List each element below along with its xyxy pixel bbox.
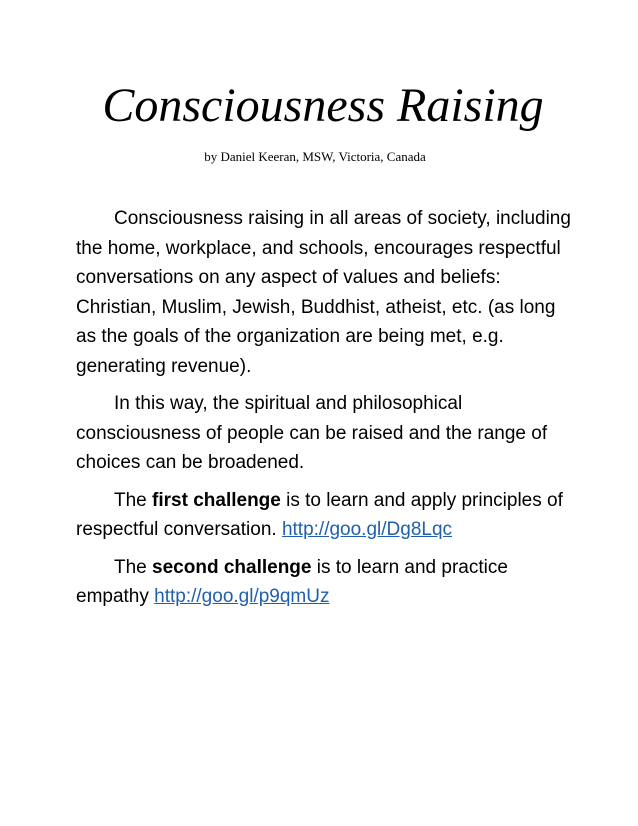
paragraph-3-lead: The xyxy=(114,489,153,511)
first-challenge-emphasis: first challenge xyxy=(152,489,281,511)
paragraph-2: In this way, the spiritual and philosophical consciousness of people can be raised and the range of choices can be broadened. xyxy=(76,393,548,473)
paragraph-4 xyxy=(76,553,576,612)
document-title: Consciousness Raising xyxy=(102,79,544,132)
paragraph-4-rest: is to learn and practice empathy xyxy=(76,556,508,607)
document-body xyxy=(76,204,576,620)
paragraph-1: Consciousness raising in all areas of society, including the home, workplace, and schools, encourages respectful conversations on any aspect of values and beliefs: Christian, Muslim, Jewish, Buddhist, atheist, etc. (as long as the goals of the organization are being met, e.g. generating revenue). xyxy=(76,208,571,377)
paragraph-3-rest: is to learn and apply principles of respectful conversation. xyxy=(76,489,563,540)
second-challenge-emphasis: second challenge xyxy=(152,556,312,578)
document-byline: by Daniel Keeran, MSW, Victoria, Canada xyxy=(204,149,426,164)
paragraph-4-lead: The xyxy=(114,556,153,578)
paragraph-3 xyxy=(76,486,576,545)
respectful-conversation-link[interactable]: http://goo.gl/Dg8Lqc xyxy=(281,519,453,540)
empathy-link[interactable]: http://goo.gl/p9qmUz xyxy=(154,586,330,607)
